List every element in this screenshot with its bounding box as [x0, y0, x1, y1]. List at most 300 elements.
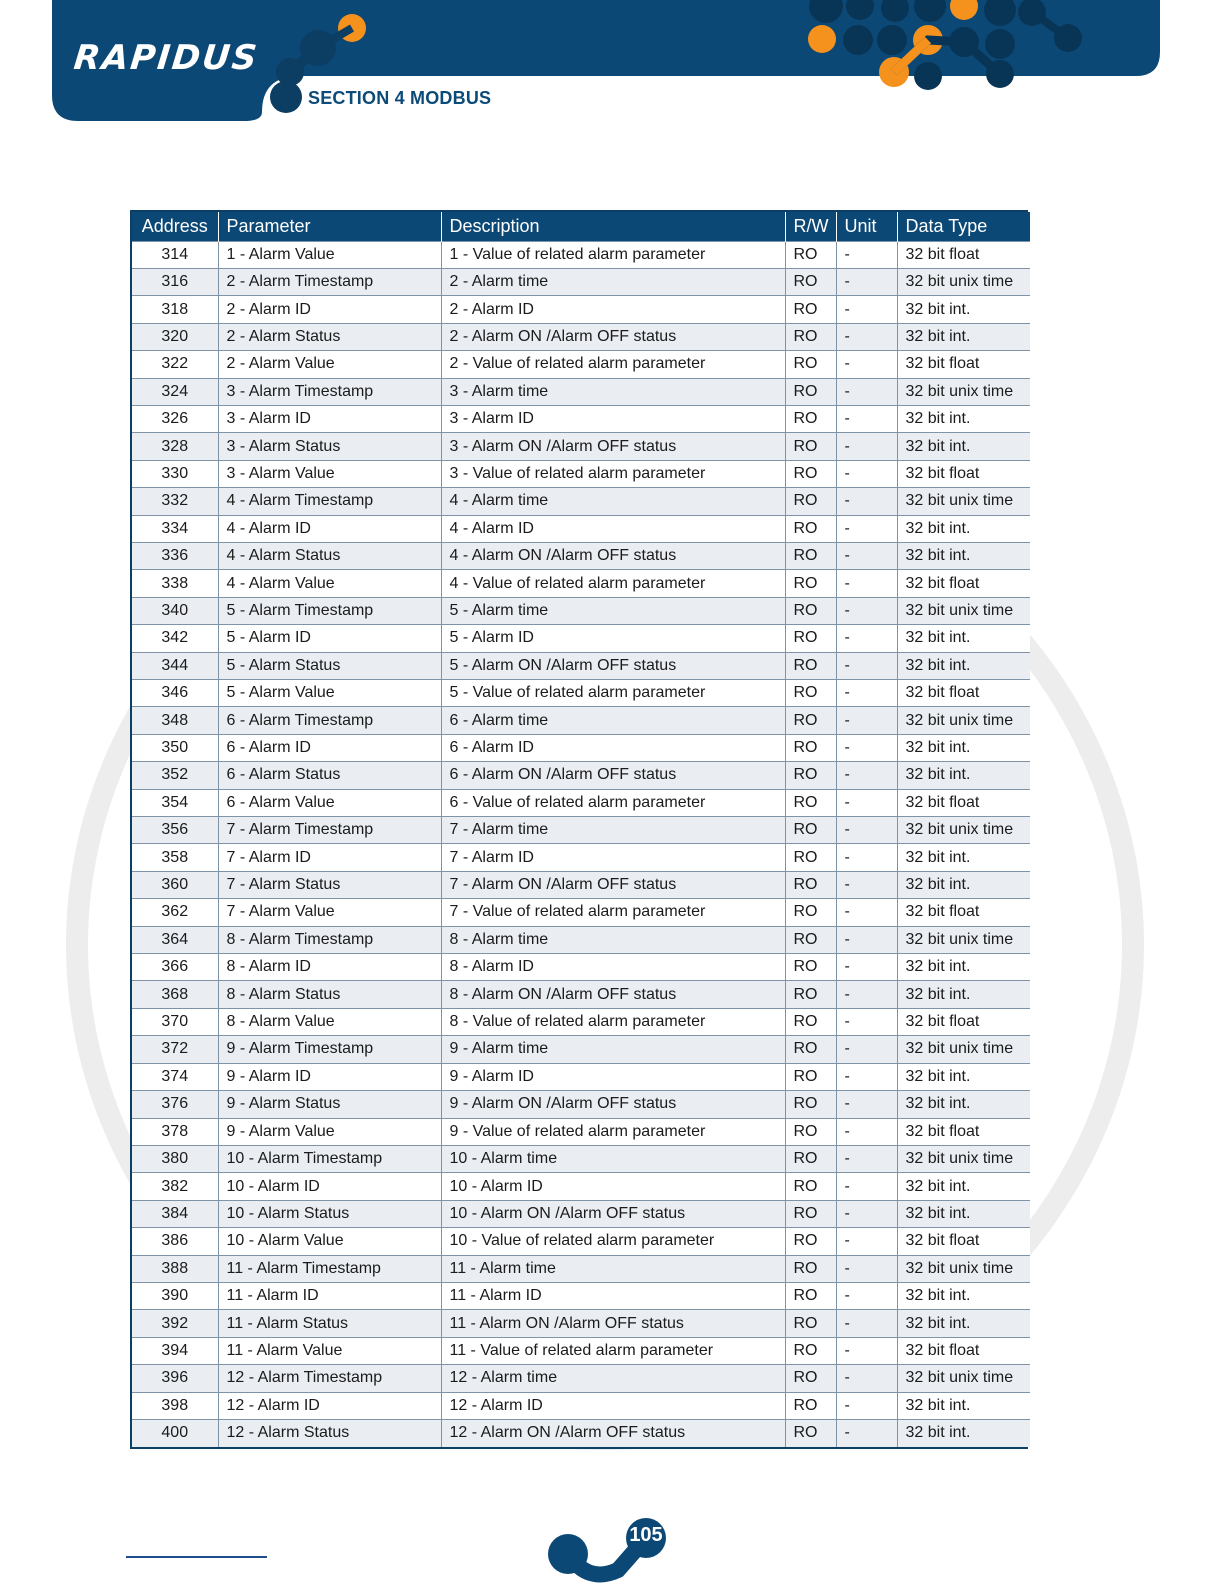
- unit-cell: -: [836, 296, 897, 323]
- address-cell: 400: [132, 1419, 218, 1446]
- address-cell: 330: [132, 460, 218, 487]
- unit-cell: -: [836, 351, 897, 378]
- unit-cell: -: [836, 460, 897, 487]
- parameter-cell: 10 - Alarm Status: [218, 1200, 441, 1227]
- description-cell: 10 - Alarm time: [441, 1145, 785, 1172]
- unit-cell: -: [836, 241, 897, 268]
- rw-cell: RO: [785, 926, 836, 953]
- table-row: [132, 515, 1030, 542]
- table-row: [132, 1255, 1030, 1282]
- data-type-cell: 32 bit unix time: [897, 597, 1030, 624]
- description-cell: 2 - Alarm time: [441, 268, 785, 295]
- description-cell: 8 - Alarm ID: [441, 954, 785, 981]
- unit-cell: -: [836, 1419, 897, 1446]
- parameter-cell: 5 - Alarm Value: [218, 680, 441, 707]
- description-cell: 8 - Alarm ON /Alarm OFF status: [441, 981, 785, 1008]
- column-header-rw: R/W: [785, 212, 836, 241]
- table-row: [132, 899, 1030, 926]
- parameter-cell: 4 - Alarm Status: [218, 542, 441, 569]
- description-cell: 11 - Alarm time: [441, 1255, 785, 1282]
- parameter-cell: 6 - Alarm Timestamp: [218, 707, 441, 734]
- data-type-cell: 32 bit unix time: [897, 1365, 1030, 1392]
- table-row: [132, 542, 1030, 569]
- data-type-cell: 32 bit float: [897, 680, 1030, 707]
- description-cell: 9 - Alarm time: [441, 1036, 785, 1063]
- address-cell: 314: [132, 241, 218, 268]
- data-type-cell: 32 bit int.: [897, 762, 1030, 789]
- rw-cell: RO: [785, 1200, 836, 1227]
- table-row: [132, 680, 1030, 707]
- description-cell: 11 - Alarm ID: [441, 1282, 785, 1309]
- table-row: [132, 1008, 1030, 1035]
- unit-cell: -: [836, 1310, 897, 1337]
- parameter-cell: 7 - Alarm Value: [218, 899, 441, 926]
- rw-cell: RO: [785, 1255, 836, 1282]
- table-row: [132, 734, 1030, 761]
- address-cell: 396: [132, 1365, 218, 1392]
- unit-cell: -: [836, 1337, 897, 1364]
- unit-cell: -: [836, 981, 897, 1008]
- parameter-cell: 3 - Alarm ID: [218, 405, 441, 432]
- parameter-cell: 2 - Alarm ID: [218, 296, 441, 323]
- unit-cell: -: [836, 323, 897, 350]
- parameter-cell: 6 - Alarm ID: [218, 734, 441, 761]
- rw-cell: RO: [785, 1365, 836, 1392]
- description-cell: 5 - Alarm time: [441, 597, 785, 624]
- description-cell: 8 - Alarm time: [441, 926, 785, 953]
- description-cell: 7 - Value of related alarm parameter: [441, 899, 785, 926]
- page-header: [0, 0, 1224, 140]
- unit-cell: -: [836, 625, 897, 652]
- description-cell: 10 - Alarm ID: [441, 1173, 785, 1200]
- rw-cell: RO: [785, 1392, 836, 1419]
- parameter-cell: 8 - Alarm Value: [218, 1008, 441, 1035]
- unit-cell: -: [836, 1255, 897, 1282]
- address-cell: 350: [132, 734, 218, 761]
- address-cell: 336: [132, 542, 218, 569]
- parameter-cell: 3 - Alarm Timestamp: [218, 378, 441, 405]
- description-cell: 3 - Alarm time: [441, 378, 785, 405]
- address-cell: 374: [132, 1063, 218, 1090]
- data-type-cell: 32 bit int.: [897, 1200, 1030, 1227]
- rw-cell: RO: [785, 680, 836, 707]
- table-row: [132, 1228, 1030, 1255]
- data-type-cell: 32 bit int.: [897, 405, 1030, 432]
- table-row: [132, 707, 1030, 734]
- rw-cell: RO: [785, 789, 836, 816]
- table-row: [132, 1036, 1030, 1063]
- unit-cell: -: [836, 1118, 897, 1145]
- table-row: [132, 323, 1030, 350]
- parameter-cell: 9 - Alarm Status: [218, 1091, 441, 1118]
- parameter-cell: 10 - Alarm ID: [218, 1173, 441, 1200]
- address-cell: 342: [132, 625, 218, 652]
- parameter-cell: 9 - Alarm ID: [218, 1063, 441, 1090]
- rw-cell: RO: [785, 597, 836, 624]
- address-cell: 392: [132, 1310, 218, 1337]
- unit-cell: -: [836, 954, 897, 981]
- parameter-cell: 11 - Alarm Timestamp: [218, 1255, 441, 1282]
- column-header-unit: Unit: [836, 212, 897, 241]
- data-type-cell: 32 bit unix time: [897, 268, 1030, 295]
- address-cell: 324: [132, 378, 218, 405]
- parameter-cell: 4 - Alarm Value: [218, 570, 441, 597]
- table-row: [132, 1310, 1030, 1337]
- table-row: [132, 405, 1030, 432]
- table-row: [132, 433, 1030, 460]
- table-row: [132, 241, 1030, 268]
- table-row: [132, 1282, 1030, 1309]
- column-header-data-type: Data Type: [897, 212, 1030, 241]
- brand-logo: RAPIDUS: [71, 38, 261, 78]
- address-cell: 376: [132, 1091, 218, 1118]
- table-row: [132, 1200, 1030, 1227]
- description-cell: 11 - Value of related alarm parameter: [441, 1337, 785, 1364]
- column-header-description: Description: [441, 212, 785, 241]
- unit-cell: -: [836, 817, 897, 844]
- rw-cell: RO: [785, 323, 836, 350]
- description-cell: 9 - Alarm ON /Alarm OFF status: [441, 1091, 785, 1118]
- table-row: [132, 1173, 1030, 1200]
- table-row: [132, 1063, 1030, 1090]
- rw-cell: RO: [785, 1173, 836, 1200]
- rw-cell: RO: [785, 460, 836, 487]
- parameter-cell: 12 - Alarm Status: [218, 1419, 441, 1446]
- address-cell: 316: [132, 268, 218, 295]
- unit-cell: -: [836, 652, 897, 679]
- description-cell: 3 - Alarm ON /Alarm OFF status: [441, 433, 785, 460]
- address-cell: 332: [132, 488, 218, 515]
- address-cell: 356: [132, 817, 218, 844]
- address-cell: 364: [132, 926, 218, 953]
- data-type-cell: 32 bit float: [897, 241, 1030, 268]
- rw-cell: RO: [785, 899, 836, 926]
- table-row: [132, 1337, 1030, 1364]
- unit-cell: -: [836, 405, 897, 432]
- table-row: [132, 1145, 1030, 1172]
- table-row: [132, 597, 1030, 624]
- parameter-cell: 2 - Alarm Status: [218, 323, 441, 350]
- table-header-row: [132, 212, 1030, 241]
- data-type-cell: 32 bit unix time: [897, 1255, 1030, 1282]
- description-cell: 8 - Value of related alarm parameter: [441, 1008, 785, 1035]
- parameter-cell: 7 - Alarm ID: [218, 844, 441, 871]
- unit-cell: -: [836, 1091, 897, 1118]
- rw-cell: RO: [785, 1036, 836, 1063]
- modbus-register-table: [130, 210, 1028, 1449]
- parameter-cell: 3 - Alarm Value: [218, 460, 441, 487]
- description-cell: 12 - Alarm time: [441, 1365, 785, 1392]
- data-type-cell: 32 bit float: [897, 570, 1030, 597]
- unit-cell: -: [836, 433, 897, 460]
- rw-cell: RO: [785, 542, 836, 569]
- table-row: [132, 817, 1030, 844]
- description-cell: 4 - Value of related alarm parameter: [441, 570, 785, 597]
- address-cell: 352: [132, 762, 218, 789]
- data-type-cell: 32 bit int.: [897, 981, 1030, 1008]
- address-cell: 326: [132, 405, 218, 432]
- rw-cell: RO: [785, 981, 836, 1008]
- rw-cell: RO: [785, 1310, 836, 1337]
- table-row: [132, 268, 1030, 295]
- data-type-cell: 32 bit int.: [897, 1392, 1030, 1419]
- rw-cell: RO: [785, 1419, 836, 1446]
- parameter-cell: 6 - Alarm Status: [218, 762, 441, 789]
- address-cell: 322: [132, 351, 218, 378]
- parameter-cell: 7 - Alarm Timestamp: [218, 817, 441, 844]
- address-cell: 378: [132, 1118, 218, 1145]
- address-cell: 358: [132, 844, 218, 871]
- unit-cell: -: [836, 515, 897, 542]
- parameter-cell: 9 - Alarm Value: [218, 1118, 441, 1145]
- rw-cell: RO: [785, 1145, 836, 1172]
- rw-cell: RO: [785, 1063, 836, 1090]
- parameter-cell: 10 - Alarm Timestamp: [218, 1145, 441, 1172]
- data-type-cell: 32 bit int.: [897, 542, 1030, 569]
- description-cell: 4 - Alarm ON /Alarm OFF status: [441, 542, 785, 569]
- table-row: [132, 954, 1030, 981]
- address-cell: 368: [132, 981, 218, 1008]
- data-type-cell: 32 bit int.: [897, 871, 1030, 898]
- address-cell: 338: [132, 570, 218, 597]
- unit-cell: -: [836, 1365, 897, 1392]
- description-cell: 5 - Alarm ID: [441, 625, 785, 652]
- parameter-cell: 3 - Alarm Status: [218, 433, 441, 460]
- table-row: [132, 871, 1030, 898]
- rw-cell: RO: [785, 1008, 836, 1035]
- data-type-cell: 32 bit int.: [897, 625, 1030, 652]
- rw-cell: RO: [785, 296, 836, 323]
- table-row: [132, 1419, 1030, 1446]
- description-cell: 5 - Alarm ON /Alarm OFF status: [441, 652, 785, 679]
- unit-cell: -: [836, 570, 897, 597]
- description-cell: 2 - Alarm ID: [441, 296, 785, 323]
- table-row: [132, 844, 1030, 871]
- address-cell: 340: [132, 597, 218, 624]
- description-cell: 3 - Value of related alarm parameter: [441, 460, 785, 487]
- data-type-cell: 32 bit unix time: [897, 1036, 1030, 1063]
- address-cell: 394: [132, 1337, 218, 1364]
- description-cell: 6 - Alarm time: [441, 707, 785, 734]
- data-type-cell: 32 bit int.: [897, 296, 1030, 323]
- unit-cell: -: [836, 542, 897, 569]
- unit-cell: -: [836, 1036, 897, 1063]
- description-cell: 10 - Value of related alarm parameter: [441, 1228, 785, 1255]
- unit-cell: -: [836, 488, 897, 515]
- unit-cell: -: [836, 871, 897, 898]
- parameter-cell: 11 - Alarm Value: [218, 1337, 441, 1364]
- address-cell: 386: [132, 1228, 218, 1255]
- address-cell: 328: [132, 433, 218, 460]
- rw-cell: RO: [785, 378, 836, 405]
- column-header-parameter: Parameter: [218, 212, 441, 241]
- data-type-cell: 32 bit float: [897, 899, 1030, 926]
- rw-cell: RO: [785, 570, 836, 597]
- data-type-cell: 32 bit float: [897, 351, 1030, 378]
- unit-cell: -: [836, 1228, 897, 1255]
- data-type-cell: 32 bit int.: [897, 844, 1030, 871]
- description-cell: 3 - Alarm ID: [441, 405, 785, 432]
- description-cell: 6 - Value of related alarm parameter: [441, 789, 785, 816]
- parameter-cell: 2 - Alarm Timestamp: [218, 268, 441, 295]
- description-cell: 5 - Value of related alarm parameter: [441, 680, 785, 707]
- table-body: [132, 241, 1030, 1447]
- description-cell: 7 - Alarm time: [441, 817, 785, 844]
- parameter-cell: 11 - Alarm Status: [218, 1310, 441, 1337]
- data-type-cell: 32 bit float: [897, 460, 1030, 487]
- unit-cell: -: [836, 1392, 897, 1419]
- table-row: [132, 652, 1030, 679]
- parameter-cell: 5 - Alarm Timestamp: [218, 597, 441, 624]
- data-type-cell: 32 bit unix time: [897, 926, 1030, 953]
- data-type-cell: 32 bit float: [897, 1008, 1030, 1035]
- address-cell: 366: [132, 954, 218, 981]
- description-cell: 7 - Alarm ON /Alarm OFF status: [441, 871, 785, 898]
- description-cell: 2 - Alarm ON /Alarm OFF status: [441, 323, 785, 350]
- address-cell: 320: [132, 323, 218, 350]
- address-cell: 346: [132, 680, 218, 707]
- rw-cell: RO: [785, 734, 836, 761]
- unit-cell: -: [836, 1282, 897, 1309]
- parameter-cell: 8 - Alarm Timestamp: [218, 926, 441, 953]
- address-cell: 344: [132, 652, 218, 679]
- page-number: 105: [629, 1524, 663, 1546]
- rw-cell: RO: [785, 844, 836, 871]
- section-title: SECTION 4 MODBUS: [308, 88, 492, 108]
- parameter-cell: 8 - Alarm ID: [218, 954, 441, 981]
- table-row: [132, 625, 1030, 652]
- description-cell: 9 - Alarm ID: [441, 1063, 785, 1090]
- parameter-cell: 10 - Alarm Value: [218, 1228, 441, 1255]
- table-row: [132, 1118, 1030, 1145]
- rw-cell: RO: [785, 268, 836, 295]
- unit-cell: -: [836, 734, 897, 761]
- rw-cell: RO: [785, 954, 836, 981]
- description-cell: 6 - Alarm ID: [441, 734, 785, 761]
- data-type-cell: 32 bit float: [897, 1118, 1030, 1145]
- description-cell: 6 - Alarm ON /Alarm OFF status: [441, 762, 785, 789]
- parameter-cell: 6 - Alarm Value: [218, 789, 441, 816]
- rw-cell: RO: [785, 488, 836, 515]
- rw-cell: RO: [785, 433, 836, 460]
- description-cell: 12 - Alarm ON /Alarm OFF status: [441, 1419, 785, 1446]
- unit-cell: -: [836, 844, 897, 871]
- unit-cell: -: [836, 789, 897, 816]
- address-cell: 360: [132, 871, 218, 898]
- table-row: [132, 488, 1030, 515]
- address-cell: 318: [132, 296, 218, 323]
- unit-cell: -: [836, 378, 897, 405]
- address-cell: 384: [132, 1200, 218, 1227]
- rw-cell: RO: [785, 515, 836, 542]
- parameter-cell: 9 - Alarm Timestamp: [218, 1036, 441, 1063]
- rw-cell: RO: [785, 817, 836, 844]
- rw-cell: RO: [785, 1282, 836, 1309]
- unit-cell: -: [836, 762, 897, 789]
- table-row: [132, 1392, 1030, 1419]
- rw-cell: RO: [785, 351, 836, 378]
- unit-cell: -: [836, 926, 897, 953]
- data-type-cell: 32 bit int.: [897, 734, 1030, 761]
- table-row: [132, 981, 1030, 1008]
- parameter-cell: 5 - Alarm ID: [218, 625, 441, 652]
- unit-cell: -: [836, 1145, 897, 1172]
- rw-cell: RO: [785, 707, 836, 734]
- data-type-cell: 32 bit int.: [897, 1063, 1030, 1090]
- address-cell: 388: [132, 1255, 218, 1282]
- description-cell: 4 - Alarm time: [441, 488, 785, 515]
- data-type-cell: 32 bit int.: [897, 1282, 1030, 1309]
- data-type-cell: 32 bit int.: [897, 1310, 1030, 1337]
- table-row: [132, 1091, 1030, 1118]
- address-cell: 398: [132, 1392, 218, 1419]
- rw-cell: RO: [785, 1228, 836, 1255]
- unit-cell: -: [836, 1200, 897, 1227]
- column-header-address: Address: [132, 212, 218, 241]
- address-cell: 390: [132, 1282, 218, 1309]
- unit-cell: -: [836, 268, 897, 295]
- rw-cell: RO: [785, 1091, 836, 1118]
- rw-cell: RO: [785, 762, 836, 789]
- data-type-cell: 32 bit int.: [897, 652, 1030, 679]
- data-type-cell: 32 bit int.: [897, 1091, 1030, 1118]
- rw-cell: RO: [785, 1118, 836, 1145]
- data-type-cell: 32 bit float: [897, 789, 1030, 816]
- unit-cell: -: [836, 680, 897, 707]
- unit-cell: -: [836, 1173, 897, 1200]
- parameter-cell: 7 - Alarm Status: [218, 871, 441, 898]
- address-cell: 382: [132, 1173, 218, 1200]
- table-row: [132, 296, 1030, 323]
- table-row: [132, 351, 1030, 378]
- description-cell: 12 - Alarm ID: [441, 1392, 785, 1419]
- data-type-cell: 32 bit unix time: [897, 707, 1030, 734]
- table-row: [132, 762, 1030, 789]
- description-cell: 7 - Alarm ID: [441, 844, 785, 871]
- rw-cell: RO: [785, 625, 836, 652]
- data-type-cell: 32 bit unix time: [897, 817, 1030, 844]
- parameter-cell: 12 - Alarm ID: [218, 1392, 441, 1419]
- table-row: [132, 570, 1030, 597]
- data-type-cell: 32 bit int.: [897, 1419, 1030, 1446]
- table-row: [132, 926, 1030, 953]
- description-cell: 2 - Value of related alarm parameter: [441, 351, 785, 378]
- parameter-cell: 4 - Alarm Timestamp: [218, 488, 441, 515]
- description-cell: 4 - Alarm ID: [441, 515, 785, 542]
- rw-cell: RO: [785, 652, 836, 679]
- description-cell: 10 - Alarm ON /Alarm OFF status: [441, 1200, 785, 1227]
- description-cell: 9 - Value of related alarm parameter: [441, 1118, 785, 1145]
- data-type-cell: 32 bit int.: [897, 323, 1030, 350]
- data-type-cell: 32 bit unix time: [897, 488, 1030, 515]
- parameter-cell: 2 - Alarm Value: [218, 351, 441, 378]
- description-cell: 11 - Alarm ON /Alarm OFF status: [441, 1310, 785, 1337]
- address-cell: 362: [132, 899, 218, 926]
- description-cell: 1 - Value of related alarm parameter: [441, 241, 785, 268]
- data-type-cell: 32 bit float: [897, 1337, 1030, 1364]
- table-row: [132, 1365, 1030, 1392]
- table-row: [132, 789, 1030, 816]
- data-type-cell: 32 bit int.: [897, 515, 1030, 542]
- data-type-cell: 32 bit int.: [897, 1173, 1030, 1200]
- address-cell: 370: [132, 1008, 218, 1035]
- address-cell: 372: [132, 1036, 218, 1063]
- unit-cell: -: [836, 1063, 897, 1090]
- address-cell: 354: [132, 789, 218, 816]
- rw-cell: RO: [785, 1337, 836, 1364]
- unit-cell: -: [836, 899, 897, 926]
- parameter-cell: 4 - Alarm ID: [218, 515, 441, 542]
